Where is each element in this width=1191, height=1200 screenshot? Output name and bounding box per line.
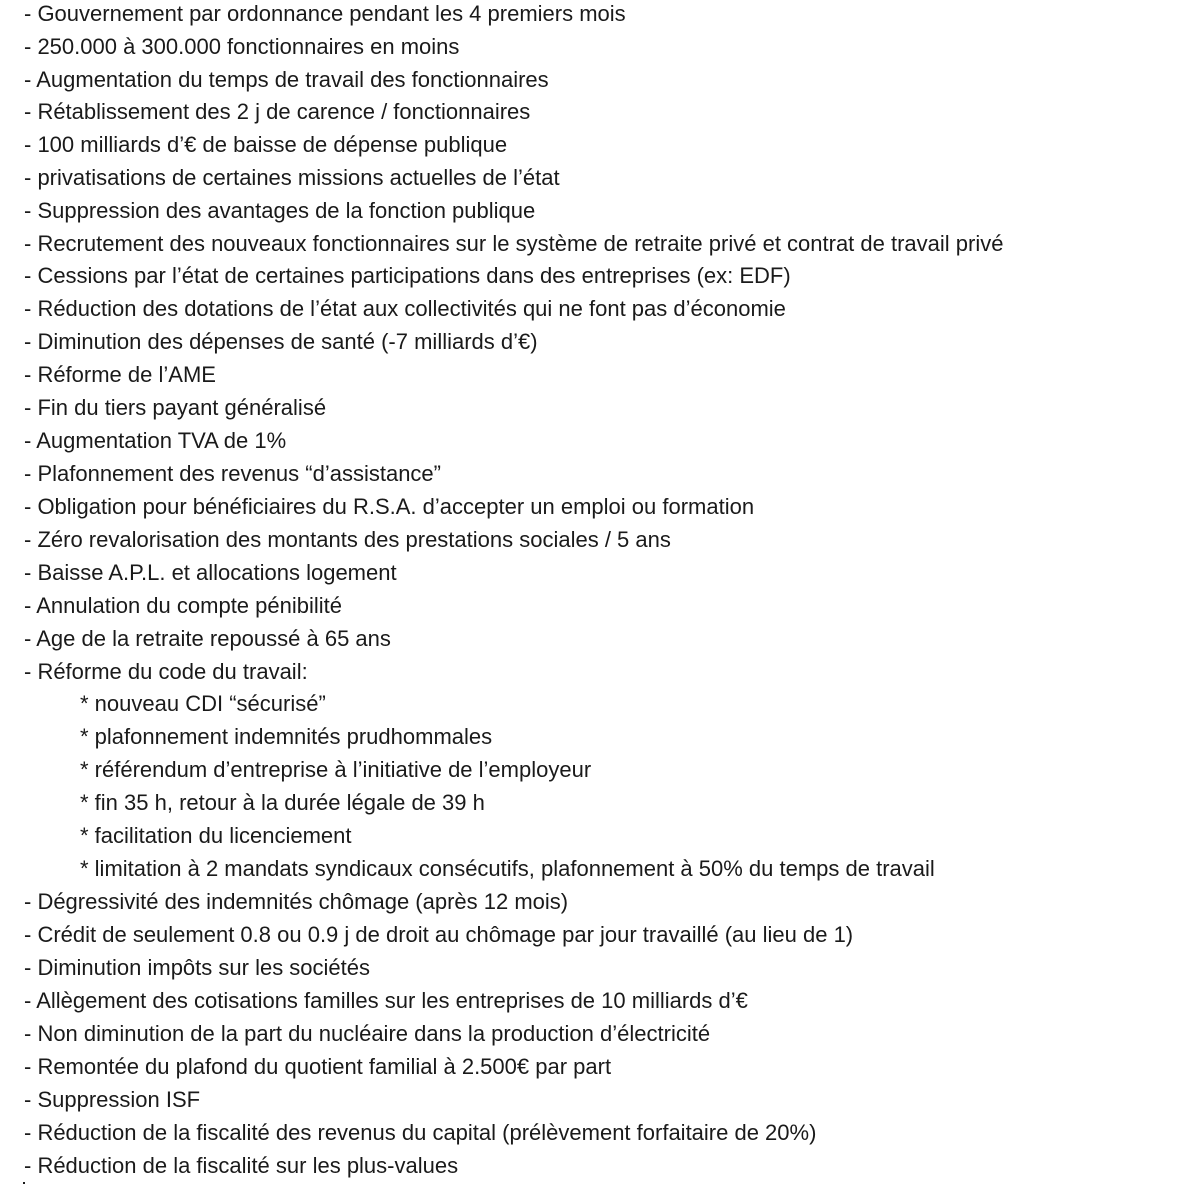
list-item: - Réduction des dotations de l’état aux collectivités qui ne font pas d’économie	[24, 296, 786, 321]
list-item: - 250.000 à 300.000 fonctionnaires en moins	[24, 34, 460, 59]
list-item: - Recrutement des nouveaux fonctionnaires sur le système de retraite privé et contrat de travail privé	[24, 231, 1004, 256]
list-item: - Rétablissement des 2 j de carence / fonctionnaires	[24, 99, 531, 124]
list-item: - Réduction de la fiscalité des revenus du capital (prélèvement forfaitaire de 20%)	[24, 1120, 817, 1145]
sub-list-item: * fin 35 h, retour à la durée légale de 39 h	[80, 790, 485, 815]
sub-list-item: * facilitation du licenciement	[80, 823, 352, 848]
list-item: - Zéro revalorisation des montants des prestations sociales / 5 ans	[24, 527, 671, 552]
list-item: - Remontée du plafond du quotient familial à 2.500€ par part	[24, 1054, 612, 1079]
list-item: - Annulation du compte pénibilité	[24, 593, 342, 618]
list-item: - Age de la retraite repoussé à 65 ans	[24, 626, 391, 651]
list-item: - Gouvernement par ordonnance pendant les 4 premiers mois	[24, 1, 626, 26]
list-item: - Augmentation TVA de 1%	[24, 428, 287, 453]
list-item: - 100 milliards d’€ de baisse de dépense publique	[24, 132, 508, 157]
list-item: - Augmentation du temps de travail des fonctionnaires	[24, 67, 549, 92]
list-item: - Fin du tiers payant généralisé	[24, 395, 327, 420]
list-item: - privatisations de certaines missions actuelles de l’état	[24, 165, 560, 190]
list-item: - Réforme de l’AME	[24, 362, 216, 387]
list-item: - Suppression ISF	[24, 1087, 201, 1112]
sub-list-item: * référendum d’entreprise à l’initiative de l’employeur	[80, 757, 592, 782]
list-item: - Allègement des cotisations familles sur les entreprises de 10 milliards d’€	[24, 988, 748, 1013]
list-item: - Cessions par l’état de certaines participations dans des entreprises (ex: EDF)	[24, 263, 791, 288]
list-item: - Diminution impôts sur les sociétés	[24, 955, 371, 980]
sub-list-item: * nouveau CDI “sécurisé”	[80, 691, 326, 716]
list-item: - Réduction de la fiscalité sur les plus-values	[24, 1153, 459, 1178]
list-item: - Obligation pour bénéficiaires du R.S.A. d’accepter un emploi ou formation	[24, 494, 755, 519]
stray-mark	[23, 1182, 25, 1184]
list-item: - Non diminution de la part du nucléaire dans la production d’électricité	[24, 1021, 711, 1046]
list-item: - Suppression des avantages de la fonction publique	[24, 198, 536, 223]
list-item: - Diminution des dépenses de santé (-7 milliards d’€)	[24, 329, 538, 354]
list-item: - Baisse A.P.L. et allocations logement	[24, 560, 397, 585]
list-item: - Plafonnement des revenus “d’assistance”	[24, 461, 441, 486]
sub-list-item: * limitation à 2 mandats syndicaux consécutifs, plafonnement à 50% du temps de travail	[80, 856, 935, 881]
list-item: - Réforme du code du travail:	[24, 659, 308, 684]
sub-list-item: * plafonnement indemnités prudhommales	[80, 724, 493, 749]
list-item: - Dégressivité des indemnités chômage (après 12 mois)	[24, 889, 569, 914]
list-item: - Crédit de seulement 0.8 ou 0.9 j de droit au chômage par jour travaillé (au lieu de 1)	[24, 922, 854, 947]
